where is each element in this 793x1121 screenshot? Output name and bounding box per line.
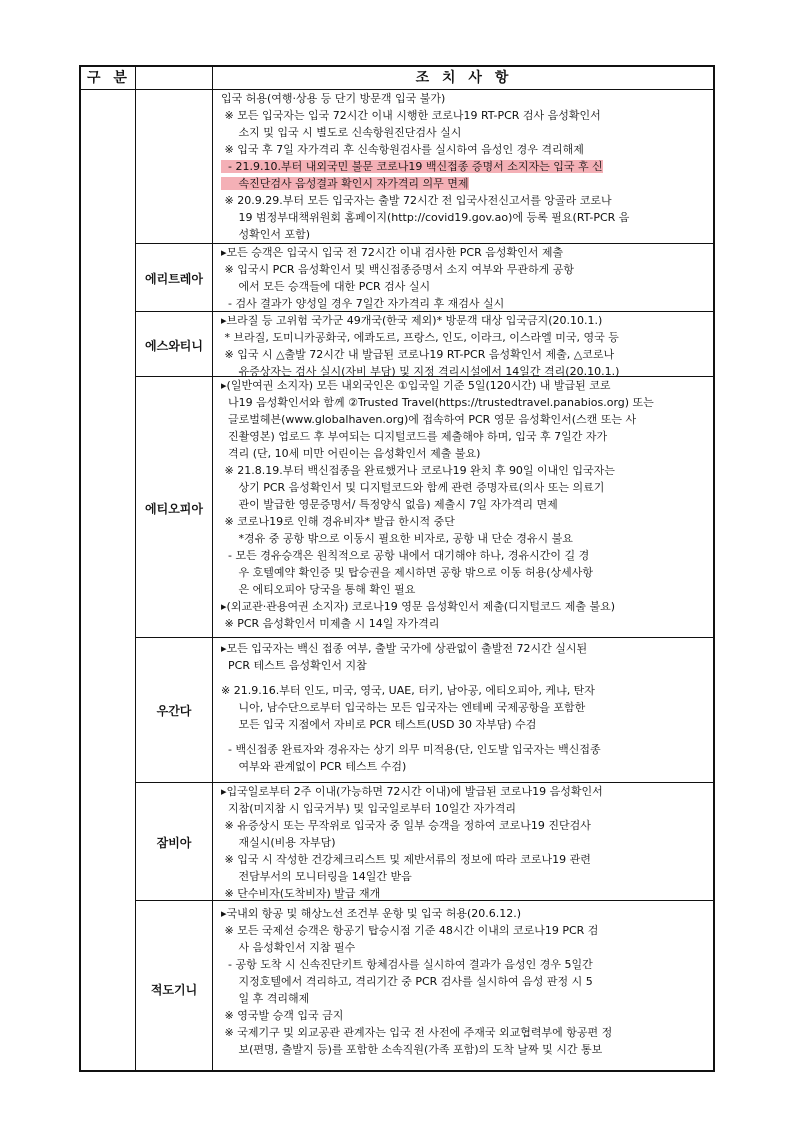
country-name: 적도기니 <box>150 983 198 997</box>
measures-text-eritrea <box>221 244 709 312</box>
measure-line: ※ 모든 국제선 승객은 항공기 탑승시점 기준 48시간 이내의 코로나19 PCR 검 <box>221 924 599 937</box>
measure-line: ※ 입국 후 7일 자가격리 후 신속항원검사를 실시하여 음성인 경우 격리해제 <box>221 143 584 156</box>
measure-line: 상기 PCR 음성확인서 및 디지털코드와 함께 관련 증명자료(의사 또는 의료기 <box>221 481 605 494</box>
measure-line: 성확인서 포함) <box>221 228 311 241</box>
measure-line-highlighted: - 21.9.10.부터 내외국민 불문 코로나19 백신접종 증명서 소지자는 입국 후 신 <box>221 160 603 173</box>
measure-line: ※ 코로나19로 인해 경유비자* 발급 한시적 중단 <box>221 515 455 528</box>
measure-line: 니아, 남수단으로부터 입국하는 모든 입국자는 엔테베 국제공항을 포함한 <box>221 701 586 714</box>
header-category: 구 분 <box>87 70 131 86</box>
country-name: 우간다 <box>156 704 192 718</box>
measures-text-zambia <box>221 783 709 902</box>
measure-line: ※ 국제기구 및 외교공관 관계자는 입국 전 사전에 주재국 외교협력부에 항공편 정 <box>221 1026 613 1039</box>
measure-line: ※ 20.9.29.부터 모든 입국자는 출발 72시간 전 입국사전신고서를 앙골라 코로나 <box>221 194 612 207</box>
measure-line: ※ 모든 입국자는 입국 72시간 이내 시행한 코로나19 RT-PCR 검사 음성확인서 <box>221 109 601 122</box>
measure-line: 관이 발급한 영문증명서/ 특정양식 없음) 제출시 7일 자가격리 면제 <box>221 498 558 511</box>
country-name: 잠비아 <box>156 836 192 850</box>
measure-line: ▸국내외 항공 및 해상노선 조건부 운항 및 입국 허용(20.6.12.) <box>221 907 522 920</box>
measure-line: 진촬영본) 업로드 후 부여되는 디지털코드를 제출해야 하며, 입국 후 7일간 자가 <box>221 430 608 443</box>
measure-line: 전담부서의 모니터링을 14일간 받음 <box>221 870 412 883</box>
measures-text-uganda <box>221 640 709 775</box>
measure-line <box>221 674 709 682</box>
table-header <box>81 67 713 90</box>
measure-line: ※ 입국 시 △출발 72시간 내 발급된 코로나19 RT-PCR 음성확인서 제출, △코로나 <box>221 348 615 361</box>
measure-line: ※ 입국 시 작성한 건강체크리스트 및 제반서류의 정보에 따라 코로나19 관련 <box>221 853 591 866</box>
measure-line: 유증상자는 검사 실시(자비 부담) 및 지정 격리시설에서 14일간 격리(20.10.1.) <box>221 365 620 378</box>
measure-line: 나19 음성확인서와 함께 ②Trusted Travel(https://trustedtravel.panabios.org) 또는 <box>221 396 654 409</box>
measure-line: PCR 테스트 음성확인서 지참 <box>221 659 367 672</box>
measure-line: ※ 21.9.16.부터 인도, 미국, 영국, UAE, 터키, 남아공, 에티오피아, 케냐, 탄자 <box>221 684 595 697</box>
measure-line: *경유 중 공항 밖으로 이동시 필요한 비자로, 공항 내 단순 경유시 불요 <box>221 532 573 545</box>
measures-table <box>79 65 715 1072</box>
measure-line: ※ 21.8.19.부터 백신접종을 완료했거나 코로나19 완치 후 90일 이내인 입국자는 <box>221 464 615 477</box>
measure-line: - 검사 결과가 양성일 경우 7일간 자가격리 후 재검사 실시 <box>221 297 505 310</box>
measure-line: 지참(미지참 시 입국거부) 및 입국일로부터 10일간 자가격리 <box>221 802 516 815</box>
measure-line: ※ PCR 음성확인서 미제출 시 14일 자가격리 <box>221 617 440 630</box>
measure-line: 일 후 격리해제 <box>221 992 310 1005</box>
measure-line: ※ 입국시 PCR 음성확인서 및 백신접종증명서 소지 여부와 무관하게 공항 <box>221 263 575 276</box>
measure-line: ▸(외교관·관용여권 소지자) 코로나19 영문 음성확인서 제출(디지털코드 제출 불요) <box>221 600 616 613</box>
measure-line: * 브라질, 도미니카공화국, 에콰도르, 프랑스, 인도, 이라크, 이스라엘 미국, 영국 등 <box>221 331 619 344</box>
measure-line: 재실시(비용 자부담) <box>221 836 336 849</box>
measure-line: 모든 입국 지점에서 자비로 PCR 테스트(USD 30 자부담) 수검 <box>221 718 537 731</box>
measure-line-highlighted: 속진단검사 음성결과 확인시 자가격리 의무 면제 <box>221 177 469 190</box>
measure-line: 격리 (단, 10세 미만 어린이는 음성확인서 제출 불요) <box>221 447 481 460</box>
measure-line: - 공항 도착 시 신속진단키트 항체검사를 실시하여 결과가 음성인 경우 5일간 <box>221 958 593 971</box>
measure-line: ▸브라질 등 고위험 국가군 49개국(한국 제외)* 방문객 대상 입국금지(20.10.1.) <box>221 314 603 327</box>
measures-text-equatorial-guinea <box>221 905 709 1058</box>
measure-line: ▸모든 승객은 입국시 입국 전 72시간 이내 검사한 PCR 음성확인서 제출 <box>221 246 564 259</box>
measure-line: 입국 허용(여행·상용 등 단기 방문객 입국 불가) <box>221 92 446 105</box>
column-divider <box>135 67 136 1070</box>
measures-text-eswatini <box>221 312 709 380</box>
measure-line: 지정호텔에서 격리하고, 격리기간 중 PCR 검사를 실시하여 음성 판정 시 5 <box>221 975 593 988</box>
measure-line: ▸입국일로부터 2주 이내(가능하면 72시간 이내)에 발급된 코로나19 음성확인서 <box>221 785 603 798</box>
measure-line: 소지 및 입국 시 별도로 신속항원진단검사 실시 <box>221 126 462 139</box>
measures-text-angola <box>221 90 709 243</box>
measure-line <box>221 733 709 741</box>
measure-line: ▸모든 입국자는 백신 접종 여부, 출발 국가에 상관없이 출발전 72시간 실시된 <box>221 642 588 655</box>
measure-line: 보(편명, 출발지 등)를 포함한 소속직원(가족 포함)의 도착 날짜 및 시간 통보 <box>221 1043 603 1056</box>
measure-line: 은 에티오피아 당국을 통해 확인 필요 <box>221 583 416 596</box>
country-name: 에티오피아 <box>145 502 203 516</box>
measure-line: 19 범정부대책위원회 홈페이지(http://covid19.gov.ao)에 등록 필요(RT-PCR 음 <box>221 211 630 224</box>
measure-line: - 백신접종 완료자와 경유자는 상기 의무 미적용(단, 인도발 입국자는 백신접종 <box>221 743 601 756</box>
measure-line: ※ 유증상시 또는 무작위로 입국자 중 일부 승객을 정하여 코로나19 진단검사 <box>221 819 591 832</box>
measure-line: 에서 모든 승객들에 대한 PCR 검사 실시 <box>221 280 431 293</box>
row-divider <box>135 637 715 638</box>
measure-line: ※ 단수비자(도착비자) 발급 재개 <box>221 887 381 900</box>
country-name: 에스와티니 <box>145 339 203 353</box>
measure-line: 우 호텔예약 확인증 및 탑승권을 제시하면 공항 밖으로 이동 허용(상세사항 <box>221 566 594 579</box>
measure-line: - 모든 경유승객은 원칙적으로 공항 내에서 대기해야 하나, 경유시간이 길 경 <box>221 549 590 562</box>
measure-line: 여부와 관계없이 PCR 테스트 수검) <box>221 760 407 773</box>
measure-line: ▸(일반여권 소지자) 모든 내외국인은 ①입국일 기준 5일(120시간) 내 발급된 코로 <box>221 379 611 392</box>
column-divider <box>212 67 213 1070</box>
measure-line: 사 음성확인서 지참 필수 <box>221 941 356 954</box>
measure-line: 글로벌헤븐(www.globalhaven.org)에 접속하여 PCR 영문 음성확인서(스캔 또는 사 <box>221 413 637 426</box>
measures-text-ethiopia <box>221 377 709 632</box>
country-name: 에리트레아 <box>145 272 203 286</box>
header-measures: 조 치 사 항 <box>415 70 513 86</box>
measure-line: ※ 영국발 승객 입국 금지 <box>221 1009 344 1022</box>
